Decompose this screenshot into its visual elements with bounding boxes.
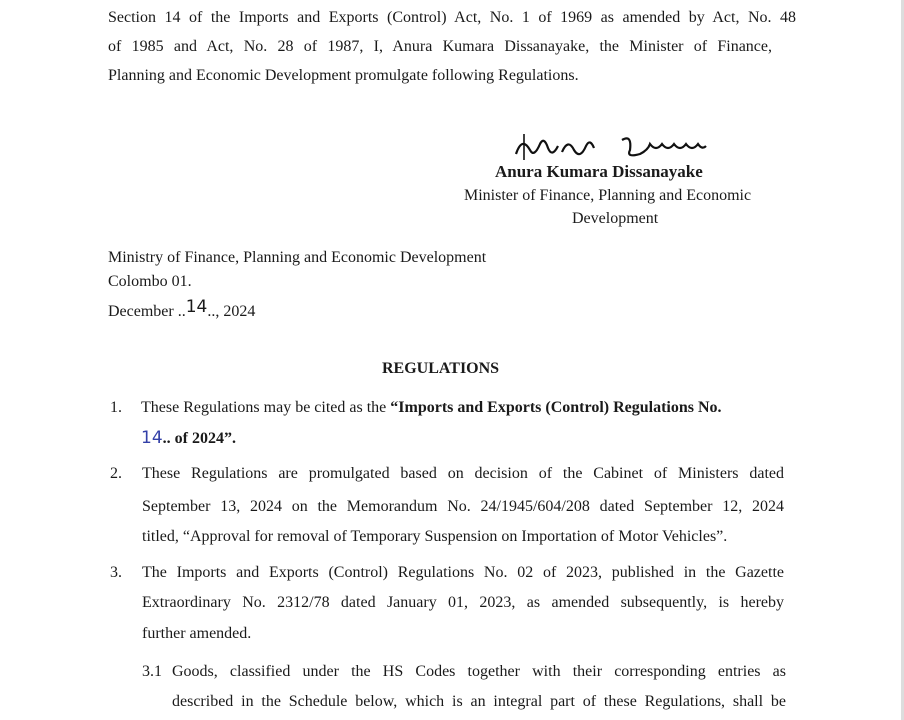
item-3-line: The Imports and Exports (Control) Regulations No. 02 of 2023, published in the Gazette [142,564,784,581]
item-1-text: These Regulations may be cited as the [141,399,391,416]
signature-scribble [512,132,742,160]
item-number: 1. [110,399,122,416]
document-date [108,297,256,322]
date-suffix: , 2024 [215,303,256,320]
regulation-citation: “Imports and Exports (Control) Regulations No. [390,399,722,416]
regulation-citation-end: .. of 2024”. [162,430,236,447]
item-2-line: These Regulations are promulgated based on decision of the Cabinet of Ministers dated [142,465,784,482]
handwritten-regulation-number: 14 [141,428,163,448]
item-1-line [141,428,236,449]
ministry-city: Colombo 01. [108,273,192,290]
item-2-line: titled, “Approval for removal of Temporary Suspension on Importation of Motor Vehicles”. [142,528,728,545]
preamble-line: Planning and Economic Development promulgate following Regulations. [108,67,579,84]
item-3-1-line: described in the Schedule below, which is an integral part of these Regulations, shall be [172,693,786,710]
item-3-line: further amended. [142,625,252,642]
item-1-line [141,398,722,418]
date-dots: .. [207,303,216,320]
item-3-line: Extraordinary No. 2312/78 dated January 01, 2023, as amended subsequently, is hereby [142,594,784,611]
regulations-heading: REGULATIONS [382,360,500,377]
signatory-name: Anura Kumara Dissanayake [495,162,703,181]
signatory-title: Development [572,210,659,227]
item-number: 3. [110,564,122,581]
date-dots: .. [177,303,186,320]
preamble-line: of 1985 and Act, No. 28 of 1987, I, Anura Kumara Dissanayake, the Minister of Finance, [108,38,772,55]
handwritten-date-day: 14 [185,297,208,317]
item-number: 2. [110,465,122,482]
date-prefix: December [108,303,178,320]
item-3-1-line: Goods, classified under the HS Codes together with their corresponding entries as [172,663,786,680]
ministry-address: Ministry of Finance, Planning and Economic Development [108,249,487,266]
item-number: 3.1 [142,663,162,680]
preamble-line: Section 14 of the Imports and Exports (Control) Act, No. 1 of 1969 as amended by Act, No. 48 [108,9,796,26]
item-2-line: September 13, 2024 on the Memorandum No. 24/1945/604/208 dated September 12, 2024 [142,498,784,515]
signatory-title: Minister of Finance, Planning and Economic [464,187,752,204]
handwritten-signature [512,132,742,160]
